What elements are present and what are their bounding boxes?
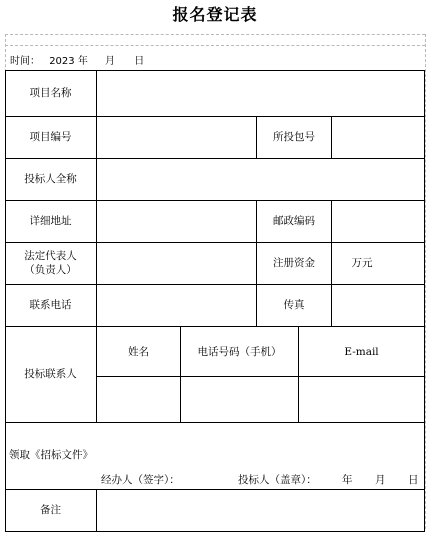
- field-contact-name[interactable]: [97, 377, 180, 422]
- label-legal-rep-sub: （负责人）: [24, 264, 77, 276]
- header-contact-name: 姓名: [128, 346, 149, 358]
- time-day: 日: [134, 56, 145, 67]
- label-registered-capital: 注册资金: [273, 257, 315, 269]
- label-contact: 投标联系人: [24, 368, 77, 380]
- header-contact-email: E-mail: [344, 346, 379, 358]
- sign-month: 月: [375, 474, 386, 486]
- field-contact-phone[interactable]: [181, 377, 298, 422]
- sign-day: 日: [408, 474, 419, 486]
- label-project-name: 项目名称: [29, 87, 72, 99]
- label-receive-docs: 领取《招标文件》: [9, 449, 93, 461]
- page-guide-right: [425, 34, 426, 529]
- label-bidder-full-name: 投标人全称: [24, 173, 77, 185]
- label-handler: 经办人（签字）：: [101, 474, 180, 486]
- field-legal-rep[interactable]: [97, 243, 256, 284]
- page-guide-top-2: [5, 45, 425, 46]
- page-guide-top: [5, 34, 425, 35]
- table-line: [5, 422, 425, 423]
- header-contact-phone: 电话号码（手机）: [197, 346, 282, 358]
- table-line: [5, 326, 425, 327]
- field-project-name[interactable]: [97, 71, 424, 116]
- field-phone[interactable]: [97, 285, 256, 326]
- field-address[interactable]: [97, 201, 256, 242]
- time-month: 月: [105, 56, 116, 67]
- time-label: 时间：: [10, 56, 40, 67]
- form-title: 报名登记表: [172, 5, 258, 24]
- capital-unit: 万元: [351, 257, 373, 269]
- field-bidder-full-name[interactable]: [97, 159, 424, 200]
- field-package-number[interactable]: [332, 117, 424, 158]
- field-project-number[interactable]: [97, 117, 256, 158]
- field-postcode[interactable]: [332, 201, 424, 242]
- label-package-number: 所投包号: [273, 131, 315, 143]
- label-bidder-seal: 投标人（盖章）：: [238, 474, 317, 486]
- label-phone: 联系电话: [29, 299, 72, 311]
- table-line: [424, 70, 425, 532]
- label-fax: 传真: [283, 299, 305, 311]
- field-fax[interactable]: [332, 285, 424, 326]
- sign-year: 年: [342, 474, 353, 486]
- field-remarks[interactable]: [97, 490, 424, 531]
- table-line: [5, 531, 425, 532]
- field-contact-email[interactable]: [299, 377, 424, 422]
- label-remarks: 备注: [40, 504, 61, 516]
- label-project-number: 项目编号: [29, 131, 72, 143]
- label-postcode: 邮政编码: [273, 215, 315, 227]
- time-line: [10, 52, 144, 67]
- time-year: 2023 年: [49, 56, 88, 67]
- label-address: 详细地址: [29, 215, 72, 227]
- label-legal-rep: 法定代表人: [24, 250, 77, 262]
